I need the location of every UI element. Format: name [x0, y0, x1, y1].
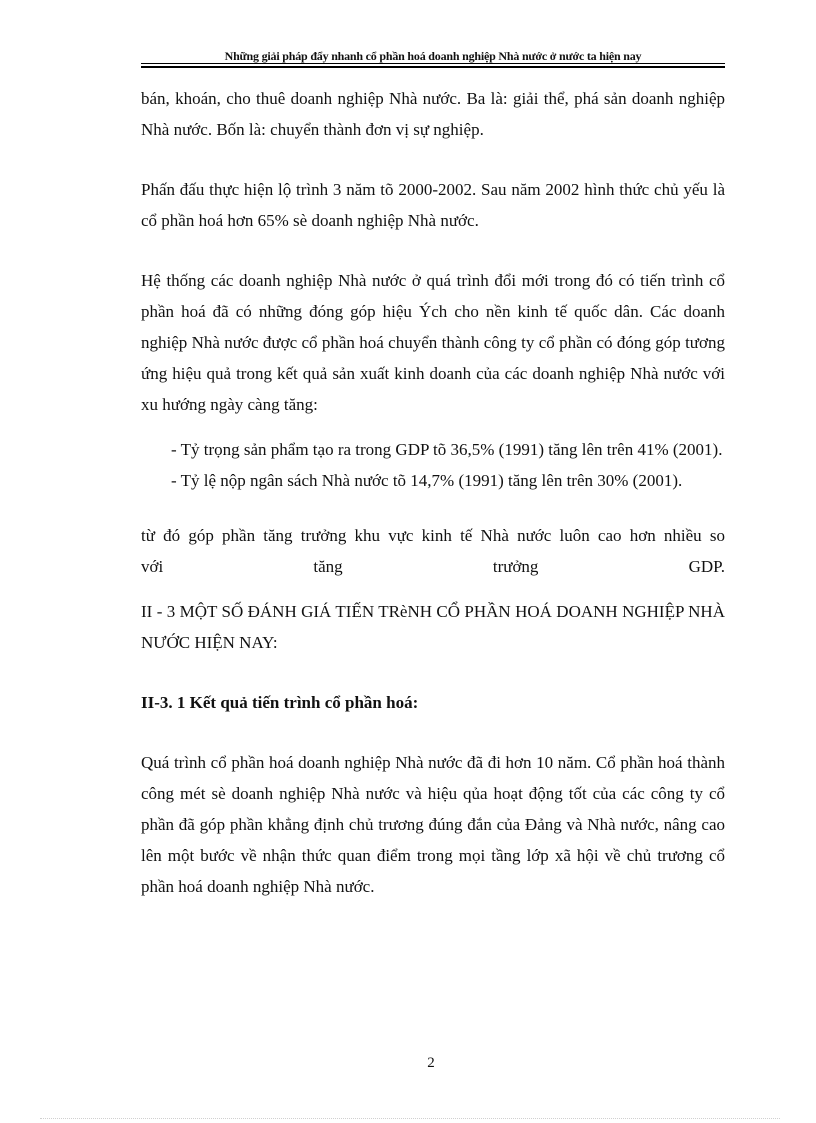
page-number: 2 — [427, 1055, 435, 1071]
bullet-item: - Tỷ lệ nộp ngân sách Nhà nước tõ 14,7% (1991) tăng lên trên 30% (2001). — [171, 471, 683, 490]
section-heading: II - 3 MỘT SỐ ĐÁNH GIÁ TIẾN TRèNH CỔ PHẦN HOÁ DOANH NGHIỆP NHÀ NƯỚC HIỆN NAY: — [141, 602, 725, 652]
bullet-item: - Tỷ trọng sản phẩm tạo ra trong GDP tõ 36,5% (1991) tăng lên trên 41% (2001). — [171, 440, 723, 459]
paragraph-line: với tăng trưởng GDP. — [141, 557, 725, 576]
document-body — [141, 83, 725, 902]
page-bottom-divider — [40, 1118, 780, 1119]
paragraph: bán, khoán, cho thuê doanh nghiệp Nhà nước. Ba là: giải thể, phá sản doanh nghiệp Nhà nước. Bốn là: chuyển thành đơn vị sự nghiệp. — [141, 89, 725, 139]
page-header-title: Những giải pháp đẩy nhanh cổ phần hoá doanh nghiệp Nhà nước ở nước ta hiện nay — [224, 49, 642, 63]
paragraph: Phấn đấu thực hiện lộ trình 3 năm tõ 2000-2002. Sau năm 2002 hình thức chủ yếu là cổ phần hoá hơn 65% sè doanh nghiệp Nhà nước. — [141, 180, 725, 230]
subheading: II-3. 1 Kết quả tiến trình cổ phần hoá: — [141, 693, 419, 712]
paragraph: Quá trình cổ phần hoá doanh nghiệp Nhà nước đã đi hơn 10 năm. Cổ phần hoá thành công mét sè doanh nghiệp Nhà nước và hiệu qủa hoạt động tốt của các công ty cổ phần đã góp phần khẳng định chủ trương đúng đắn của Đảng và Nhà nước, nâng cao lên một bước về nhận thức quan điểm trong mọi tầng lớp xã hội về chủ trương cổ phần hoá doanh nghiệp Nhà nước. — [141, 753, 725, 896]
header-rule-thin — [141, 63, 725, 64]
paragraph-line: từ đó góp phần tăng trưởng khu vực kinh tế Nhà nước luôn cao hơn nhiều so — [141, 526, 725, 545]
header-rule-thick — [141, 66, 725, 68]
paragraph: Hệ thống các doanh nghiệp Nhà nước ở quá trình đổi mới trong đó có tiến trình cổ phần hoá đã có những đóng góp hiệu Ých cho nền kinh tế quốc dân. Các doanh nghiệp Nhà nước được cổ phần hoá chuyển thành công ty cổ phần có đóng góp tương ứng hiệu quả trong kết quả sản xuất kinh doanh của các doanh nghiệp Nhà nước với xu hướng ngày càng tăng: — [141, 271, 725, 414]
